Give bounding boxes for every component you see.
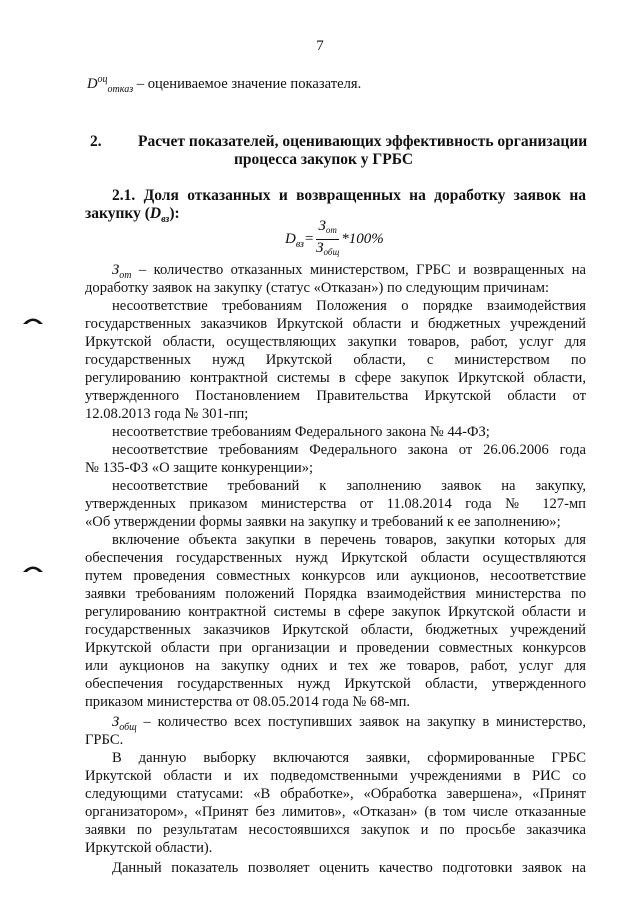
- subsection-title-line2: закупку $(D_{вз})$:: [85, 205, 180, 225]
- body-line: следующими статусами: «В обработке», «Обработка завершена», «Принят: [85, 786, 586, 802]
- body-line: заявки требованиям положений Порядка взаимодействия министерства по: [85, 586, 586, 602]
- body-line: утвержденного Постановлением Правительства Иркутской области от: [85, 388, 586, 404]
- body-line: обеспечения государственных нужд Иркутской области, утвержденного: [85, 676, 586, 692]
- body-line: 12.08.2013 года № 301-пп;: [85, 406, 249, 422]
- body-line: организатором», «Принят без лимитов», «Отказан» (в том числе отказанные: [85, 804, 586, 820]
- symbol-d-otkaz: $D^{оц}_{отказ}$: [87, 74, 134, 95]
- section-number: 2.: [90, 133, 102, 150]
- body-line: несоответствие требованиям Федерального закона № 44-ФЗ;: [112, 424, 490, 440]
- section-title-line2: процесса закупок у ГРБС: [234, 151, 414, 168]
- body-line: обеспечения государственных нужд Иркутской области осуществляются: [85, 550, 586, 566]
- body-line: Данный показатель позволяет оценить качество подготовки заявок на: [112, 860, 586, 876]
- body-line: заявки по результатам несостоявшихся закупок и по просьбе заказчика: [85, 822, 586, 838]
- body-line: государственных заказчиков Иркутской области и бюджетных учреждений: [85, 316, 586, 332]
- body-line: приказом министерства от 08.05.2014 года № 68-мп.: [85, 694, 411, 710]
- body-line: доработку заявок на закупку (статус «Отказан») по следующим причинам:: [85, 280, 550, 296]
- binder-hole-mark-icon: [22, 563, 44, 573]
- body-line: Иркутской области, осуществляющих закупки товаров, работ, услуг для: [85, 334, 586, 350]
- body-line: $З_{общ}$ – количество всех поступивших заявок на закупку в министерство,: [112, 714, 586, 733]
- body-line: Иркутской области).: [85, 840, 213, 856]
- body-line: № 135-ФЗ «О защите конкуренции»;: [85, 460, 314, 476]
- body-line: включение объекта закупки в перечень товаров, закупки которых для: [112, 532, 586, 548]
- body-line: путем проведения совместных конкурсов или аукционов, несоответствие: [85, 568, 586, 584]
- body-line: В данную выборку включаются заявки, сформированные ГРБС: [112, 750, 586, 766]
- page-number: 7: [316, 38, 324, 54]
- body-line: регулированию контрактной системы в сфере закупок Иркутской области,: [85, 370, 586, 386]
- body-line: несоответствие требованиям Федерального закона от 26.06.2006 года: [112, 442, 586, 458]
- body-line: ГРБС.: [85, 732, 124, 748]
- formula: $D_{вз}=$ $\frac{З_{от}}{З_{общ}}$ *100%: [285, 218, 384, 258]
- body-line: несоответствие требованиям Положения о порядке взаимодействия: [112, 298, 586, 314]
- body-line: государственных нужд Иркутской области, с министерством по: [85, 352, 586, 368]
- body-line: или аукционов на закупку одних и тех же товаров, работ, услуг для: [85, 658, 586, 674]
- formula-fraction: $\frac{З_{от}}{З_{общ}}$: [316, 218, 340, 257]
- binder-hole-mark-icon: [22, 315, 44, 325]
- intro-line: $D^{оц}_{отказ}$ – оцениваемое значение показателя.: [87, 74, 362, 95]
- subsection-title-line1: 2.1. Доля отказанных и возвращенных на доработку заявок на: [112, 187, 586, 204]
- body-line: Иркутской области при организации и проведении совместных конкурсов: [85, 640, 586, 656]
- body-line: государственных заказчиков Иркутской области, бюджетных учреждений: [85, 622, 586, 638]
- body-line: несоответствие требований к заполнению заявок на закупку,: [112, 478, 586, 494]
- body-line: $З_{от}$ – количество отказанных министерством, ГРБС и возвращенных на: [112, 262, 586, 281]
- body-line: утвержденных приказом министерства от 11.08.2014 года № 127-мп: [85, 496, 586, 512]
- body-line: регулированию контрактной системы в сфере закупок Иркутской области и: [85, 604, 586, 620]
- body-line: «Об утверждении формы заявки на закупку и требований к ее заполнению»;: [85, 514, 561, 530]
- section-title-line1: Расчет показателей, оценивающих эффективность организации: [138, 133, 588, 150]
- body-line: Иркутской области и их подведомственными учреждениями в РИС со: [85, 768, 586, 784]
